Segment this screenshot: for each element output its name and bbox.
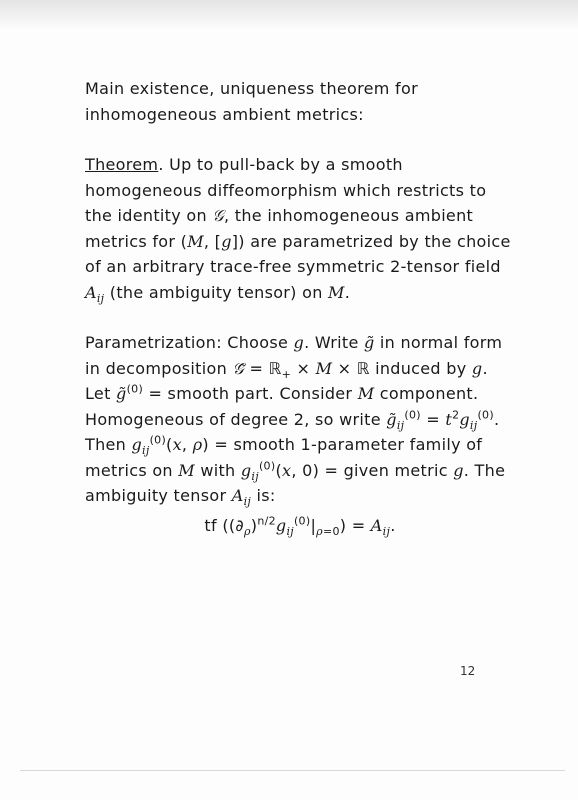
page-number: 12 [460, 664, 476, 678]
theorem-paragraph: Theorem. Up to pull-back by a smooth homogeneous diffeomorphism which restricts to the identity on 𝒢, the inhomogeneous ambient metrics for (M, [g]) are parametrized by the choice of an arbitrary trace-free symmetric 2-tensor field $A_{ij}$ (the ambiguity tensor) on M. [85, 155, 511, 305]
bottom-edge [20, 770, 565, 771]
scan-shadow [0, 0, 578, 30]
intro-paragraph: Main existence, uniqueness theorem for inhomogeneous ambient metrics: [85, 79, 418, 124]
slide-content [85, 76, 515, 538]
parametrization-paragraph: Parametrization: Choose g. Write g̃ in normal form in decomposition 𝒢̃ = ℝ$_+$ × M × ℝ induced by g. Let g̃$^{(0)}$ = smooth part. Consider M component. Homogeneous of degree 2, so write $g̃_{ij}^{(0)} = t^2g_{ij}^{(0)}$. Then $g_{ij}^{(0)}(x$, ρ) = smooth 1-parameter family of metrics on M with $g_{ij}^{(0)}(x$, 0) = given metric g. The ambiguity tensor $A_{ij}$ is: [85, 333, 506, 509]
theorem-label: Theorem [85, 155, 159, 174]
ambiguity-equation: tf $((\partial_\rho)^{n/2}g_{ij}^{(0)}|_{\rho=0}) = A_{ij}$. [204, 514, 396, 538]
